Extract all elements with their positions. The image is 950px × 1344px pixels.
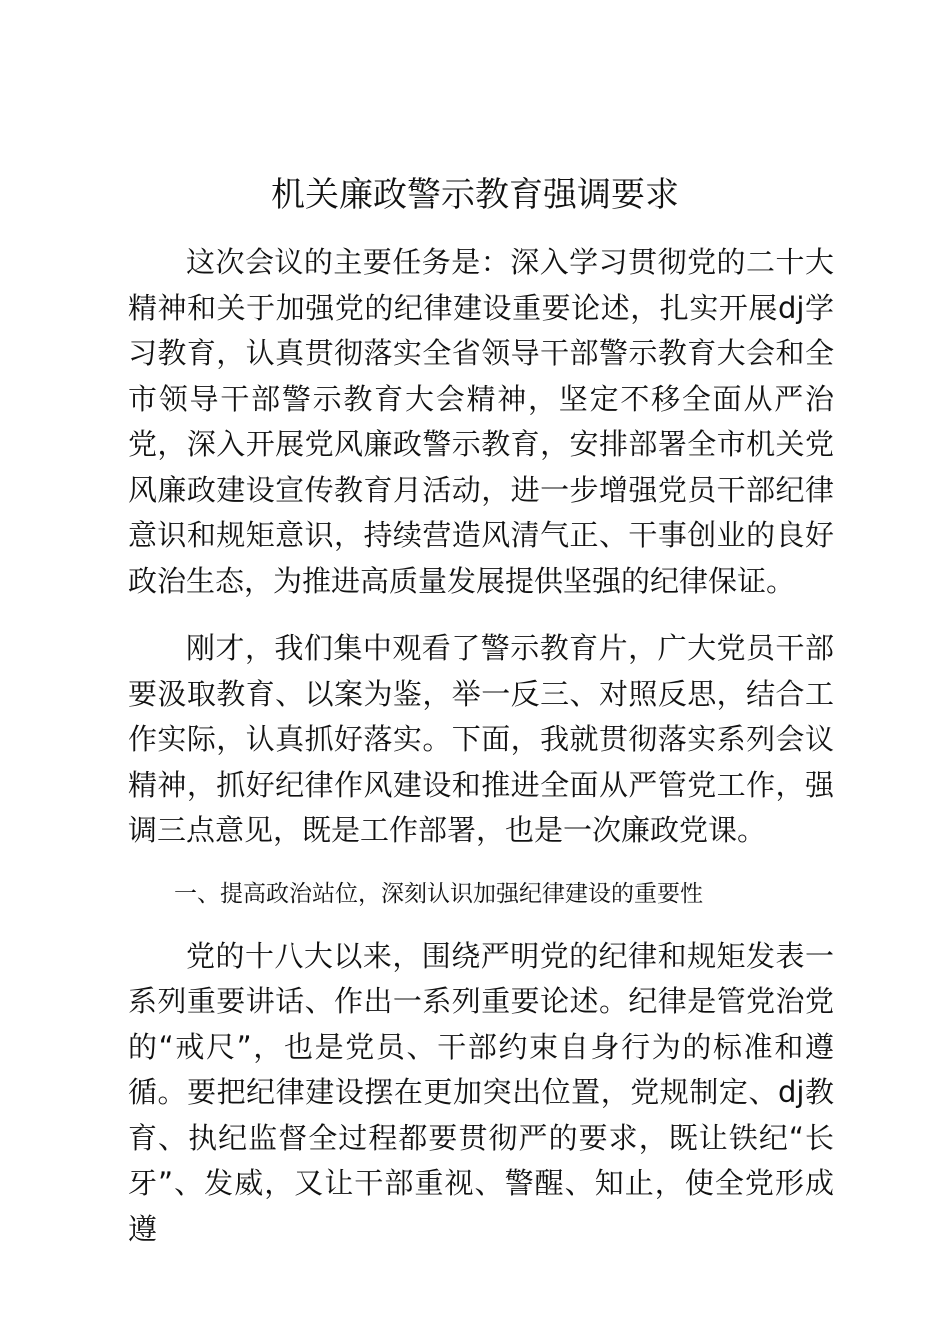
paragraph-meeting-tasks: 这次会议的主要任务是：深入学习贯彻党的二十大精神和关于加强党的纪律建设重要论述，扎实开展dj学习教育，认真贯彻落实全省领导干部警示教育大会和全市领导干部警示教育大会精神，坚定不移全面从严治党，深入开展党风廉政警示教育，安排部署全市机关党风廉政建设宣传教育月活动，进一步增强党员干部纪律意识和规矩意识，持续营造风清气正、干事创业的良好政治生态，为推进高质量发展提供坚强的纪律保证。: [128, 245, 834, 598]
document-title: 机关廉政警示教育强调要求: [271, 175, 679, 215]
paragraph-section-1: 党的十八大以来，围绕严明党的纪律和规矩发表一系列重要讲话、作出一系列重要论述。纪律是管党治党的“戒尺”，也是党员、干部约束自身行为的标准和遵循。要把纪律建设摆在更加突出位置，党规制定、dj教育、执纪监督全过程都要贯彻严的要求，既让铁纪“长牙”、发威，又让干部重视、警醒、知止，使全党形成遵: [128, 938, 834, 1246]
document-body: [128, 240, 834, 1252]
paragraph-warning-film: 刚才，我们集中观看了警示教育片，广大党员干部要汲取教育、以案为鉴，举一反三、对照反思，结合工作实际，认真抓好落实。下面，我就贯彻落实系列会议精神，抓好纪律作风建设和推进全面从严管党工作，强调三点意见，既是工作部署，也是一次廉政党课。: [128, 631, 834, 847]
section-heading-1: 一、提高政治站位，深刻认识加强纪律建设的重要性: [174, 880, 703, 907]
